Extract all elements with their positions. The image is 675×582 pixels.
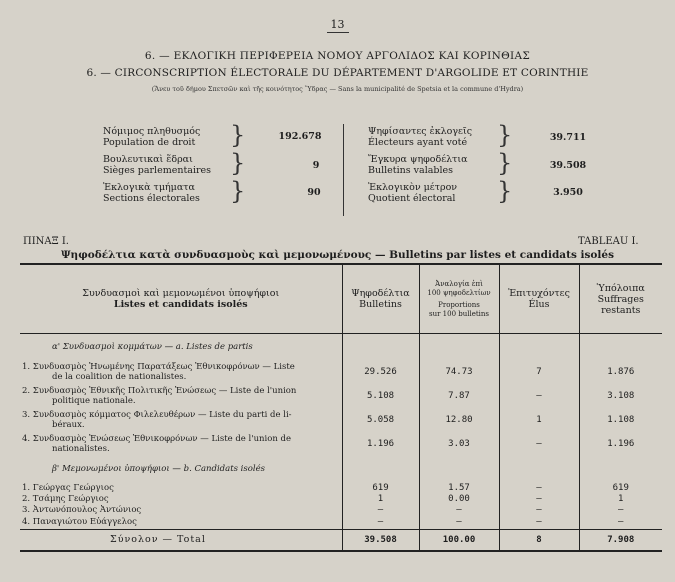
summary-label: Ἔγκυρα ψηφοδέλτια Bulletins valables [368, 154, 468, 176]
total-bulletins: 39.508 [342, 529, 419, 551]
bracket: } [230, 177, 246, 205]
table-label-french: TABLEAU I. [578, 236, 639, 247]
proportion-cell: 1.57 [419, 482, 499, 493]
elus-cell: — [499, 515, 579, 529]
table-row [20, 493, 662, 504]
summary-label: Νόμιμος πληθυσμός Population de droit [103, 126, 201, 148]
summary-label: Ἐκλογικὸν μέτρον Quotient électoral [368, 182, 458, 204]
page-number: 13 [0, 18, 675, 33]
table-label-greek: ΠΙΝΑΞ Ι. [23, 236, 69, 247]
table-row [20, 408, 662, 432]
summary-value: 90 [307, 187, 321, 198]
results-table [20, 263, 662, 552]
header-proportions: Ἀναλογία ἐπὶ 100 ψηφοδελτίων Proportions sur 100 bulletins [419, 264, 499, 334]
elus-cell: — [499, 482, 579, 493]
table-header [20, 264, 662, 334]
restants-cell: 1.876 [579, 360, 662, 384]
summary-value: 39.711 [549, 132, 587, 143]
section-row [20, 334, 662, 361]
party-label: 2. Συνδυασμὸς Ἐθνικῆς Πολιτικῆς Ἑνώσεως — Liste de l'union politique nationale. [22, 386, 297, 406]
total-row [20, 529, 662, 551]
total-elus: 8 [499, 529, 579, 551]
section-a-label: α' Συνδυασμοὶ κομμάτων — a. Listes de partis [52, 342, 253, 352]
bulletins-cell: — [342, 515, 419, 529]
table-row [20, 384, 662, 408]
title-french: 6. — CIRCONSCRIPTION ÉLECTORALE DU DÉPARTEMENT D'ARGOLIDE ET CORINTHIE [86, 67, 589, 79]
bracket: } [230, 121, 246, 149]
table-row [20, 432, 662, 456]
candidate-name: 3. Ἀντωνόπουλος Ἀντώνιος [22, 504, 142, 515]
proportion-cell: 7.87 [419, 384, 499, 408]
header-elus: Ἐπιτυχόντες Élus [499, 264, 579, 334]
restants-cell: 1 [579, 493, 662, 504]
total-restants: 7.908 [579, 529, 662, 551]
total-label: Σύνολον — Total [20, 529, 342, 551]
elus-cell: 7 [499, 360, 579, 384]
restants-cell: — [579, 515, 662, 529]
restants-cell: 3.108 [579, 384, 662, 408]
elus-cell: — [499, 384, 579, 408]
table-row [20, 482, 662, 493]
table-row [20, 504, 662, 515]
elus-cell: 1 [499, 408, 579, 432]
table-title: Ψηφοδέλτια κατὰ συνδυασμοὺς καὶ μεμονωμένους — Bulletins par listes et candidats isolés [60, 249, 615, 261]
summary-value: 39.508 [549, 160, 587, 171]
header-restants: Ὑπόλοιπα Suffrages restants [579, 264, 662, 334]
bulletins-cell: 29.526 [342, 360, 419, 384]
restants-cell: 619 [579, 482, 662, 493]
summary-label: Ψηφίσαντες ἐκλογεῖς Électeurs ayant voté [368, 126, 473, 148]
summary-divider [343, 124, 344, 216]
bracket: } [497, 149, 513, 177]
proportion-cell: 74.73 [419, 360, 499, 384]
candidate-name: 4. Παναγιώτου Εὐάγγελος [22, 516, 137, 527]
elus-cell: — [499, 493, 579, 504]
table-row [20, 515, 662, 529]
elus-cell: — [499, 504, 579, 515]
summary-value: 3.950 [553, 187, 583, 198]
proportion-cell: 12.80 [419, 408, 499, 432]
bulletins-cell: 619 [342, 482, 419, 493]
header-lists: Συνδυασμοὶ καὶ μεμονωμένοι ὑποψήφιοι Listes et candidats isolés [20, 264, 342, 334]
subtitle: (Ἄνευ τοῦ δήμου Σπετσῶν καὶ τῆς κοινότητος Ὕδρας — Sans la municipalité de Spetsia et la commune d'Hydra) [151, 85, 524, 93]
bulletins-cell: 1.196 [342, 432, 419, 456]
restants-cell: 1.108 [579, 408, 662, 432]
restants-cell: 1.196 [579, 432, 662, 456]
bracket: } [497, 121, 513, 149]
section-b-label: β' Μεμονωμένοι ὑποψήφιοι — b. Candidats isolés [52, 464, 265, 474]
table-row [20, 360, 662, 384]
elus-cell: — [499, 432, 579, 456]
summary-value: 9 [312, 160, 320, 171]
title-greek: 6. — ΕΚΛΟΓΙΚΗ ΠΕΡΙΦΕΡΕΙΑ ΝΟΜΟΥ ΑΡΓΟΛΙΔΟΣ ΚΑΙ ΚΟΡΙΝΘΙΑΣ [144, 50, 531, 62]
proportion-cell: — [419, 504, 499, 515]
candidate-name: 1. Γεώργας Γεώργιος [22, 482, 114, 493]
bulletins-cell: 1 [342, 493, 419, 504]
summary-value: 192.678 [278, 131, 322, 142]
proportion-cell: 0.00 [419, 493, 499, 504]
proportion-cell: 3.03 [419, 432, 499, 456]
section-row [20, 456, 662, 482]
candidate-name: 2. Τσάμης Γεώργιος [22, 493, 109, 504]
proportion-cell: — [419, 515, 499, 529]
bulletins-cell: 5.058 [342, 408, 419, 432]
restants-cell: — [579, 504, 662, 515]
summary-label: Βουλευτικαὶ ἕδραι Sièges parlementaires [103, 154, 212, 176]
party-label: 3. Συνδυασμὸς κόμματος Φιλελευθέρων — Liste du parti de li- béraux. [22, 410, 292, 430]
total-proportion: 100.00 [419, 529, 499, 551]
header-bulletins: Ψηφοδέλτια Bulletins [342, 264, 419, 334]
bulletins-cell: 5.108 [342, 384, 419, 408]
party-label: 1. Συνδυασμὸς Ἡνωμένης Παρατάξεως Ἐθνικοφρόνων — Liste de la coalition de nationalistes. [22, 362, 295, 382]
bulletins-cell: — [342, 504, 419, 515]
bracket: } [230, 149, 246, 177]
party-label: 4. Συνδυασμὸς Ἑνώσεως Ἐθνικοφρόνων — Liste de l'union de nationalistes. [22, 434, 292, 454]
summary-label: Ἐκλογικὰ τμήματα Sections électorales [103, 182, 200, 204]
bracket: } [497, 177, 513, 205]
